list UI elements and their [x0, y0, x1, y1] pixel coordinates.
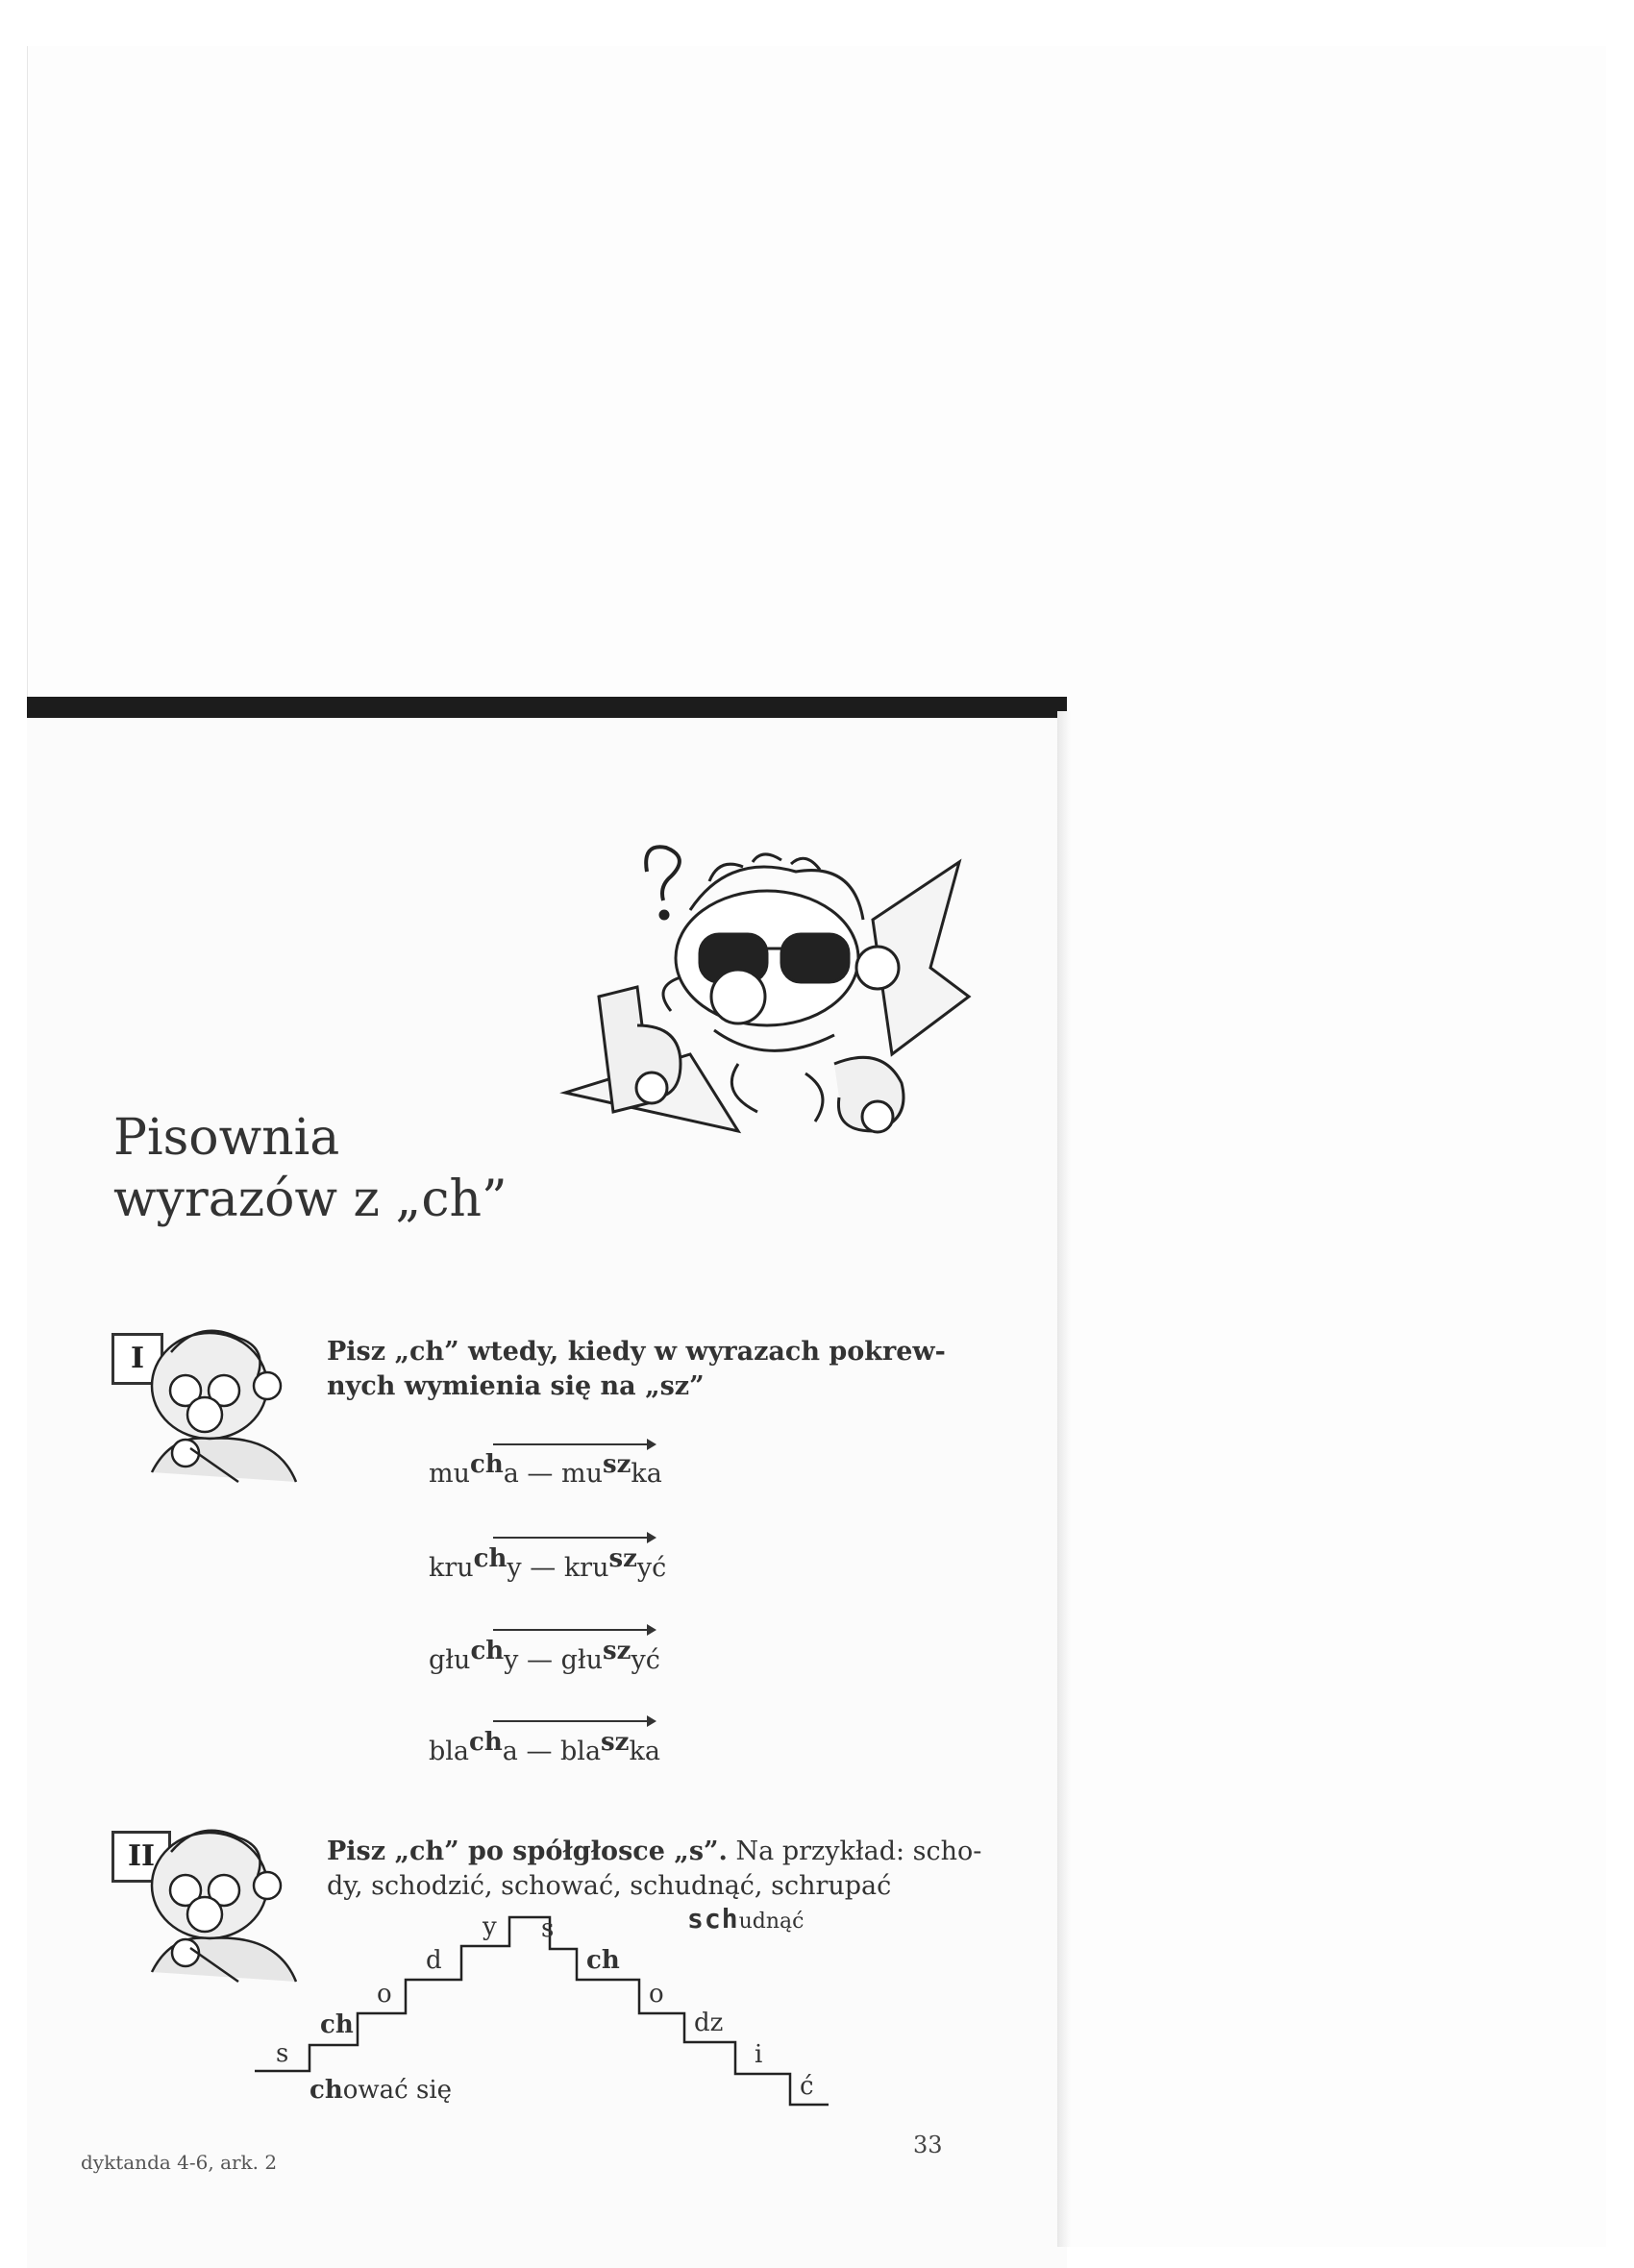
- example-3: głu$^{ch}$y — głu$^{sz}$yć: [429, 1637, 660, 1675]
- stair-letter-ch2: ch: [586, 1946, 620, 1975]
- title-line-2: wyrazów z „ch”: [113, 1171, 508, 1228]
- example-4: bla$^{ch}$a — bla$^{sz}$ka: [429, 1728, 660, 1766]
- rule-2-text: [327, 1835, 1000, 1904]
- lower-word-text: ować się: [342, 2076, 453, 2105]
- stair-letter-y: y: [483, 1912, 497, 1941]
- cartoon-writing-boy-icon: [133, 1319, 315, 1491]
- page-title: [113, 1107, 508, 1230]
- stair-letter-s2: s: [541, 1914, 555, 1943]
- stairs-lower-word: [309, 2076, 452, 2105]
- rule-1-badge: I: [111, 1333, 163, 1385]
- side-word-schudnac: [687, 1903, 804, 1935]
- stair-letter-i: i: [755, 2040, 763, 2069]
- side-word-bold: sch: [687, 1903, 739, 1935]
- worksheet-page: [27, 697, 1067, 2268]
- stair-letter-o2: o: [649, 1980, 664, 2009]
- example-1: $mu^{ch}a$ — $mu^{sz}ka$: [429, 1450, 662, 1489]
- page-number: 33: [913, 2132, 943, 2158]
- lower-word-ch: ch: [309, 2076, 343, 2105]
- stair-letter-dz: dz: [694, 2009, 724, 2037]
- example-2: kru$^{ch}$y — kru$^{sz}$yć: [429, 1544, 667, 1583]
- example-2-arrow: [493, 1537, 655, 1539]
- example-4-arrow: [493, 1720, 655, 1722]
- example-1-arrow: [493, 1443, 655, 1445]
- cartoon-writing-boy-icon-2: [133, 1818, 315, 1991]
- rule-1-text: Pisz „ch” wtedy, kiedy w wyrazach pokrew-nych wymienia się na „sz”: [327, 1337, 946, 1401]
- rule-2-badge: II: [111, 1831, 171, 1883]
- footer-source: dyktanda 4-6, ark. 2: [81, 2151, 278, 2174]
- rule-2-text-bold: Pisz „ch” po spółgłosce „s”.: [327, 1837, 728, 1866]
- stair-letter-o: o: [377, 1980, 392, 2009]
- example-3-arrow: [493, 1629, 655, 1631]
- page-edge-shadow: [1057, 711, 1071, 2247]
- stair-letter-s: s: [276, 2039, 289, 2068]
- title-line-1: Pisownia: [113, 1109, 340, 1167]
- stair-letter-ch: ch: [320, 2010, 354, 2039]
- stair-letter-d: d: [426, 1946, 442, 1975]
- stair-letter-c: ć: [800, 2072, 814, 2101]
- rule-2-text-plain: Na przykład: scho-dy, schodzić, schować, schudnąć, schrupać: [327, 1837, 982, 1901]
- cartoon-boy-with-letters-illustration: [546, 843, 998, 1160]
- side-word-plain: udnąć: [738, 1910, 805, 1934]
